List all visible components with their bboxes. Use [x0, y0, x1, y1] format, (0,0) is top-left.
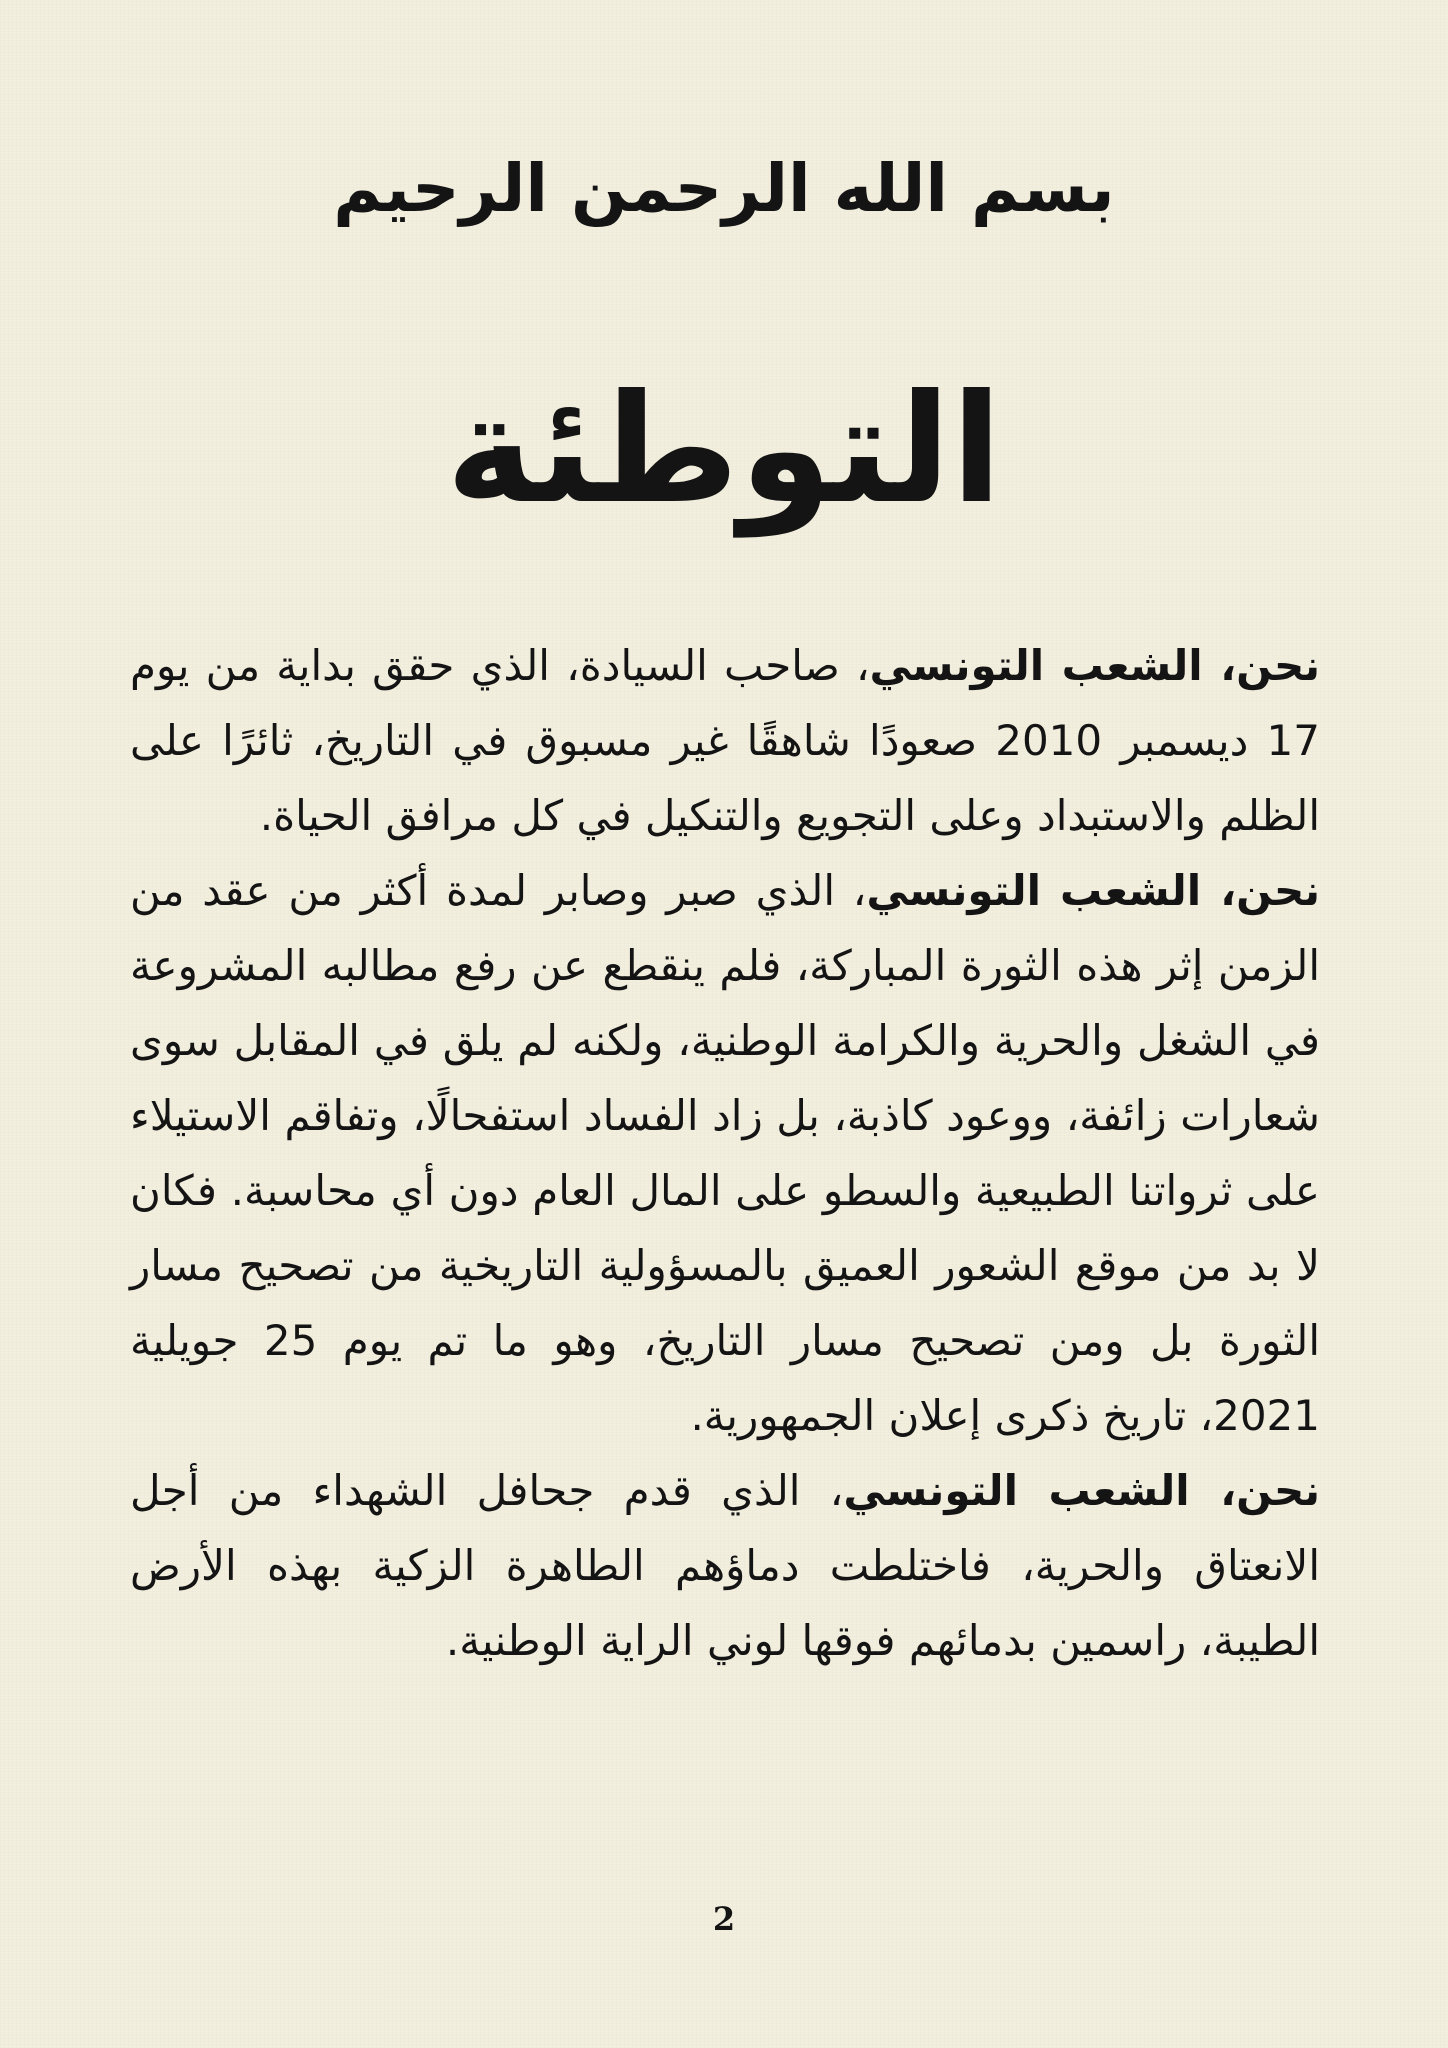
page-number: 2 — [712, 1900, 736, 1938]
paragraph-text: ، الذي قدم جحافل الشهداء من أجل الانعتاق والحرية، فاختلطت دماؤهم الطاهرة الزكية بهذه الأرض الطيبة، راسمين بدمائهم فوقها لوني الراية الوطنية. — [130, 1466, 1320, 1665]
preamble-paragraph-3 — [130, 1453, 1320, 1678]
paragraph-lead: نحن، الشعب التونسي — [866, 866, 1320, 915]
preamble-paragraph-2 — [130, 853, 1320, 1453]
page-title: التوطئة — [445, 363, 1003, 537]
paragraph-text: ، صاحب السيادة، الذي حقق بداية من يوم 17 ديسمبر 2010 صعودًا شاهقًا غير مسبوق في التاريخ، ثائرًا على الظلم والاستبداد وعلى التجويع والتنكيل في كل مرافق الحياة. — [130, 641, 1320, 840]
paragraph-lead: نحن، الشعب التونسي — [869, 641, 1320, 690]
basmala-heading: بسم الله الرحمن الرحيم — [333, 150, 1115, 227]
preamble-paragraph-1 — [130, 628, 1320, 853]
paragraph-lead: نحن، الشعب التونسي — [843, 1466, 1320, 1515]
paragraph-text: ، الذي صبر وصابر لمدة أكثر من عقد من الزمن إثر هذه الثورة المباركة، فلم ينقطع عن رفع مطالبه المشروعة في الشغل والحرية والكرامة الوطنية، ولكنه لم يلق في المقابل سوى شعارات زائفة، ووعود كاذبة، بل زاد الفساد استفحالًا، وتفاقم الاستيلاء على ثرواتنا الطبيعية والسطو على المال العام دون أي محاسبة. فكان لا بد من موقع الشعور العميق بالمسؤولية التاريخية من تصحيح مسار الثورة بل ومن تصحيح مسار التاريخ، وهو ما تم يوم 25 جويلية 2021، تاريخ ذكرى إعلان الجمهورية. — [130, 866, 1320, 1440]
preamble-body — [130, 628, 1320, 1678]
